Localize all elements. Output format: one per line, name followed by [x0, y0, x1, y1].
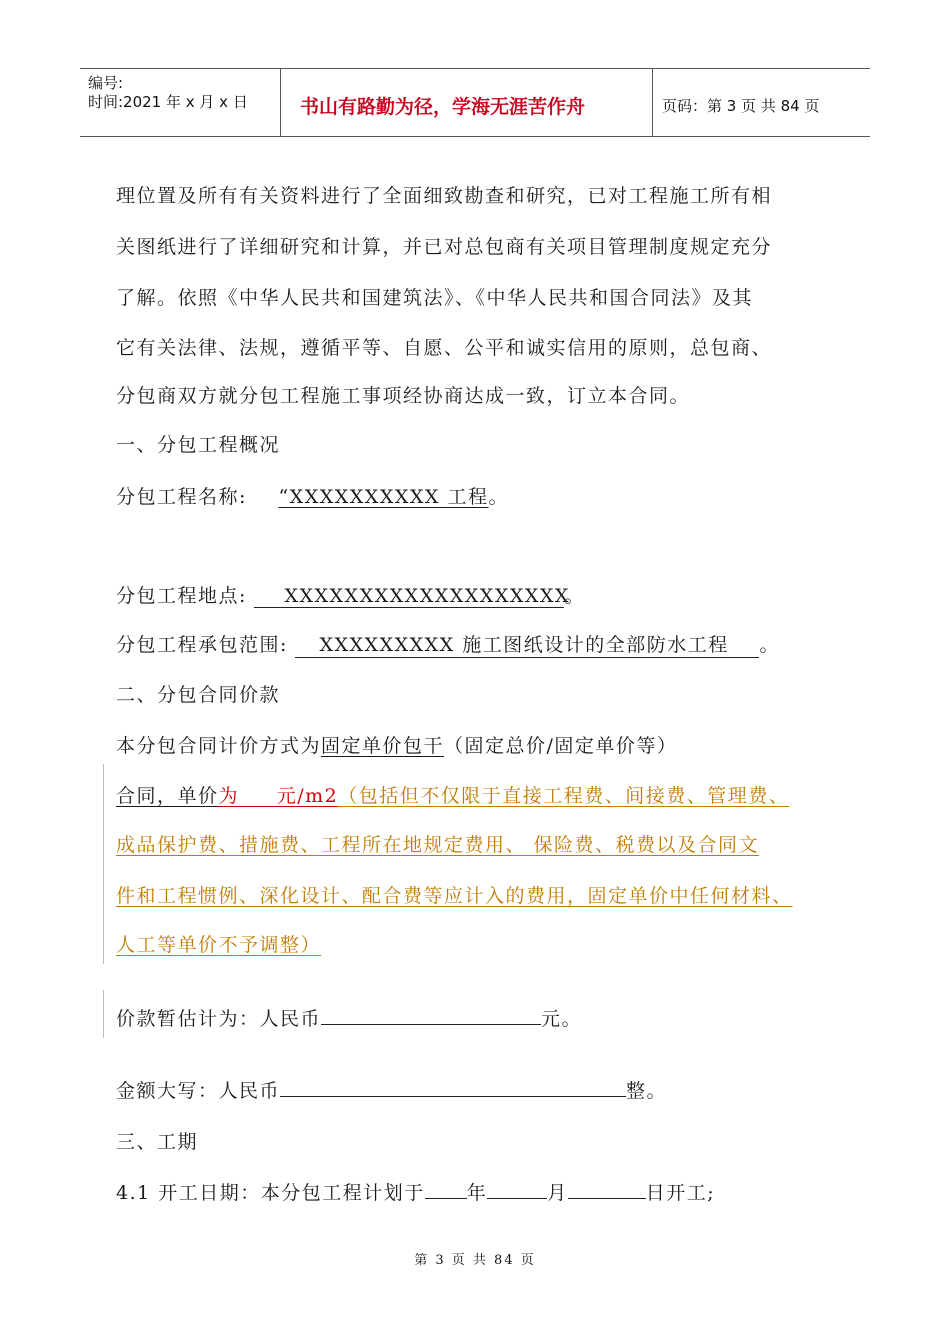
pricing-prefix: 本分包合同计价方式为 [116, 735, 322, 757]
project-location-label: 分包工程地点: [116, 585, 247, 607]
project-name-end: 。 [488, 486, 509, 508]
paragraph-line-2: 关图纸进行了详细研究和计算，并已对总包商有关项目管理制度规定充分 [116, 236, 773, 258]
project-location-line [116, 581, 585, 608]
amount-words-line [116, 1076, 667, 1103]
unit-price-line-2: 成品保护费、措施费、工程所在地规定费用、 保险费、税费以及合同文 [116, 834, 760, 856]
project-name-value: “XXXXXXXXXX 工程 [278, 486, 489, 508]
unit-price-line-3: 件和工程惯例、深化设计、配合费等应计入的费用，固定单价中任何材料、 [116, 885, 793, 907]
start-date-prefix: 4.1 开工日期：本分包工程计划于 [116, 1182, 425, 1204]
paragraph-line-3: 了解。依照《中华人民共和国建筑法》、《中华人民共和国合同法》及其 [116, 287, 754, 309]
start-year-label: 年 [466, 1182, 488, 1204]
header-time: 时间:2021 年 x 月 x 日 [88, 93, 248, 111]
header-bottom-rule [80, 136, 870, 137]
project-scope-value: XXXXXXXXX 施工图纸设计的全部防水工程 [295, 630, 759, 658]
header-divider-right [652, 68, 653, 136]
project-scope-end: 。 [759, 634, 780, 656]
revision-bar-1 [103, 764, 104, 964]
revision-bar-2 [103, 990, 104, 1038]
start-month-blank [487, 1178, 547, 1199]
paragraph-line-4: 它有关法律、法规，遵循平等、自愿、公平和诚实信用的原则，总包商、 [116, 337, 773, 359]
paragraph-line-1: 理位置及所有有关资料进行了全面细致勘查和研究，已对工程施工所有相 [116, 185, 773, 207]
unit-price-value: 为 元/m2 [218, 785, 339, 807]
start-day-end: 日开工; [645, 1182, 716, 1204]
unit-price-line-1 [116, 781, 789, 808]
project-name-label: 分包工程名称: [116, 486, 247, 508]
section-heading-3: 三、工期 [116, 1131, 199, 1153]
amount-words-blank [280, 1076, 626, 1097]
price-estimate-blank [321, 1004, 541, 1025]
header-page: 页码：第 3 页 共 84 页 [662, 97, 820, 115]
start-month-label: 月 [547, 1182, 568, 1204]
unit-price-note-1: （包括但不仅限于直接工程费、间接费、管理费、 [338, 785, 790, 807]
header-top-rule [80, 68, 870, 69]
paragraph-line-5: 分包商双方就分包工程施工事项经协商达成一致，订立本合同。 [116, 385, 691, 407]
pricing-method-line [116, 731, 677, 758]
start-date-line [116, 1178, 715, 1205]
header-motto: 书山有路勤为径，学海无涯苦作舟 [300, 96, 586, 118]
project-location-end: 。 [564, 585, 585, 607]
unit-price-label: 合同，单价 [116, 785, 219, 807]
unit-price-line-4: 人工等单价不予调整） [116, 934, 322, 956]
project-scope-line [116, 630, 780, 658]
header-divider-left [280, 68, 281, 136]
project-location-value: XXXXXXXXXXXXXXXXXXX [254, 585, 564, 608]
section-heading-1: 一、分包工程概况 [116, 434, 281, 456]
start-year-blank [425, 1178, 467, 1199]
price-estimate-end: 元。 [541, 1008, 583, 1030]
price-estimate-line [116, 1004, 582, 1031]
project-scope-label: 分包工程承包范围: [116, 634, 288, 656]
header-number: 编号: [88, 74, 124, 92]
pricing-method-value: 固定单价包干 [321, 735, 445, 757]
section-heading-2: 二、分包合同价款 [116, 684, 281, 706]
pricing-suffix: （固定总价/固定单价等） [444, 735, 678, 757]
start-day-blank [568, 1178, 646, 1199]
amount-words-end: 整。 [626, 1080, 668, 1102]
page-footer: 第 3 页 共 84 页 [414, 1253, 536, 1268]
amount-words-label: 金额大写：人民币 [116, 1080, 281, 1102]
price-estimate-label: 价款暂估计为：人民币 [116, 1008, 322, 1030]
project-name-line [116, 482, 509, 509]
